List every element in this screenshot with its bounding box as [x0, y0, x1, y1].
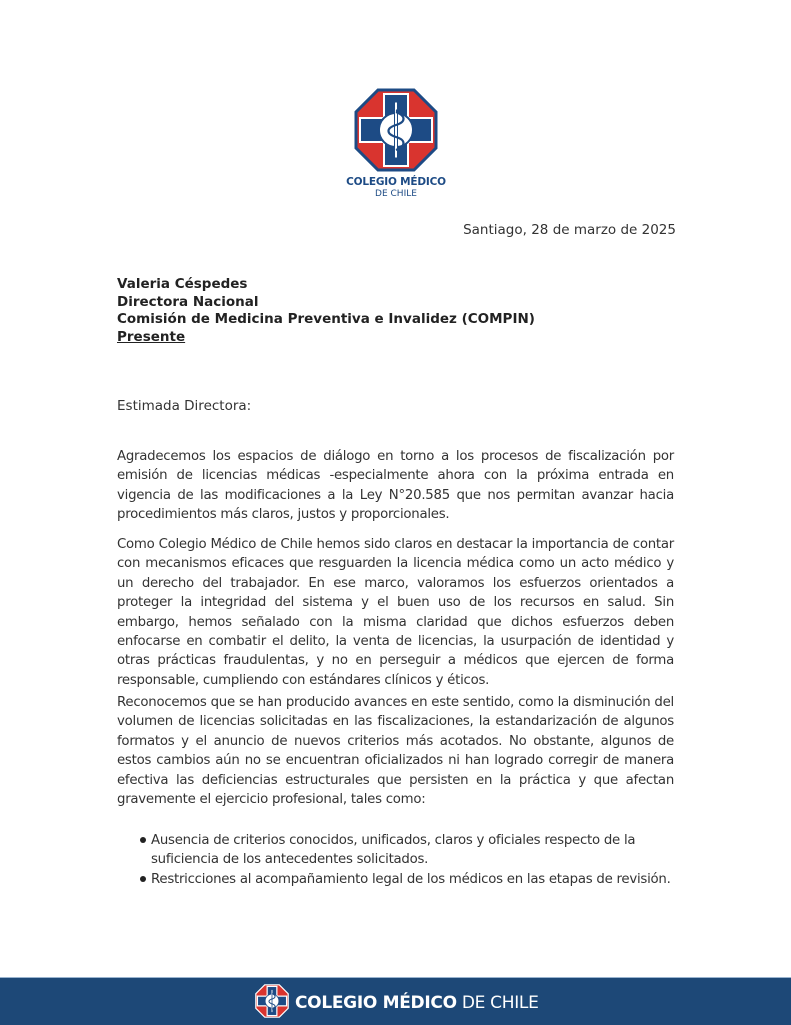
bullet-icon	[140, 876, 146, 882]
recipient-organization: Comisión de Medicina Preventiva e Invalidez (COMPIN)	[117, 311, 535, 327]
footer-brand	[295, 993, 539, 1013]
paragraph: Reconocemos que se han producido avances en este sentido, como la disminución del volumen de licencias solicitadas en las fiscalizaciones, la estandarización de algunos formatos y el anuncio de nuevos criterios más acotados. No obstante, algunos de estos cambios aún no se encuentran oficializados ni han logrado corregir de manera efectiva las deficiencias estructurales que persisten en la práctica y que afectan gravemente el ejercicio profesional, tales como:	[117, 695, 674, 808]
bullet-icon	[140, 837, 146, 843]
bullet-item	[117, 831, 674, 870]
salutation: Estimada Directora:	[117, 398, 252, 414]
bullet-list	[117, 831, 674, 889]
recipient-position: Directora Nacional	[117, 293, 259, 310]
footer-bar	[0, 977, 791, 1025]
recipient-block	[117, 276, 535, 346]
bullet-item	[117, 870, 674, 889]
colegio-medico-emblem-icon	[340, 88, 452, 172]
logo-subtitle: DE CHILE	[375, 189, 417, 199]
recipient-presente: Presente	[117, 328, 186, 345]
header-logo	[340, 88, 452, 199]
letter-date: Santiago, 28 de marzo de 2025	[463, 222, 676, 238]
paragraph: Agradecemos los espacios de diálogo en torno a los procesos de fiscalización por emisión de licencias médicas -especialmente ahora con la próxima entrada en vigencia de las modificaciones a la Ley N°20.585 que nos permitan avanzar hacia procedimientos más claros, justos y proporcionales.	[117, 449, 674, 523]
colegio-medico-emblem-icon	[255, 984, 289, 1022]
bullet-text: Restricciones al acompañamiento legal de los médicos en las etapas de revisión.	[151, 871, 671, 887]
logo-title: COLEGIO MÉDICO	[346, 176, 446, 188]
recipient-name: Valeria Céspedes	[117, 276, 248, 292]
footer-brand-light: DE CHILE	[456, 993, 539, 1013]
footer-logo	[255, 984, 539, 1022]
paragraph: Como Colegio Médico de Chile hemos sido claros en destacar la importancia de contar con mecanismos eficaces que resguarden la licencia médica como un acto médico y un derecho del trabajador. En ese marco, valoramos los esfuerzos orientados a proteger la integridad del sistema y el buen uso de los recursos en salud. Sin embargo, hemos señalado con la misma claridad que dichos esfuerzos deben enfocarse en combatir el delito, la venta de licencias, la usurpación de identidad y otras prácticas fraudulentas, y no en perseguir a médicos que ejercen de forma responsable, cumpliendo con estándares clínicos y éticos.	[117, 537, 674, 688]
bullet-text: Ausencia de criterios conocidos, unificados, claros y oficiales respecto de la suficiencia de los antecedentes solicitados.	[151, 833, 636, 868]
footer-brand-bold: COLEGIO MÉDICO	[295, 993, 457, 1013]
